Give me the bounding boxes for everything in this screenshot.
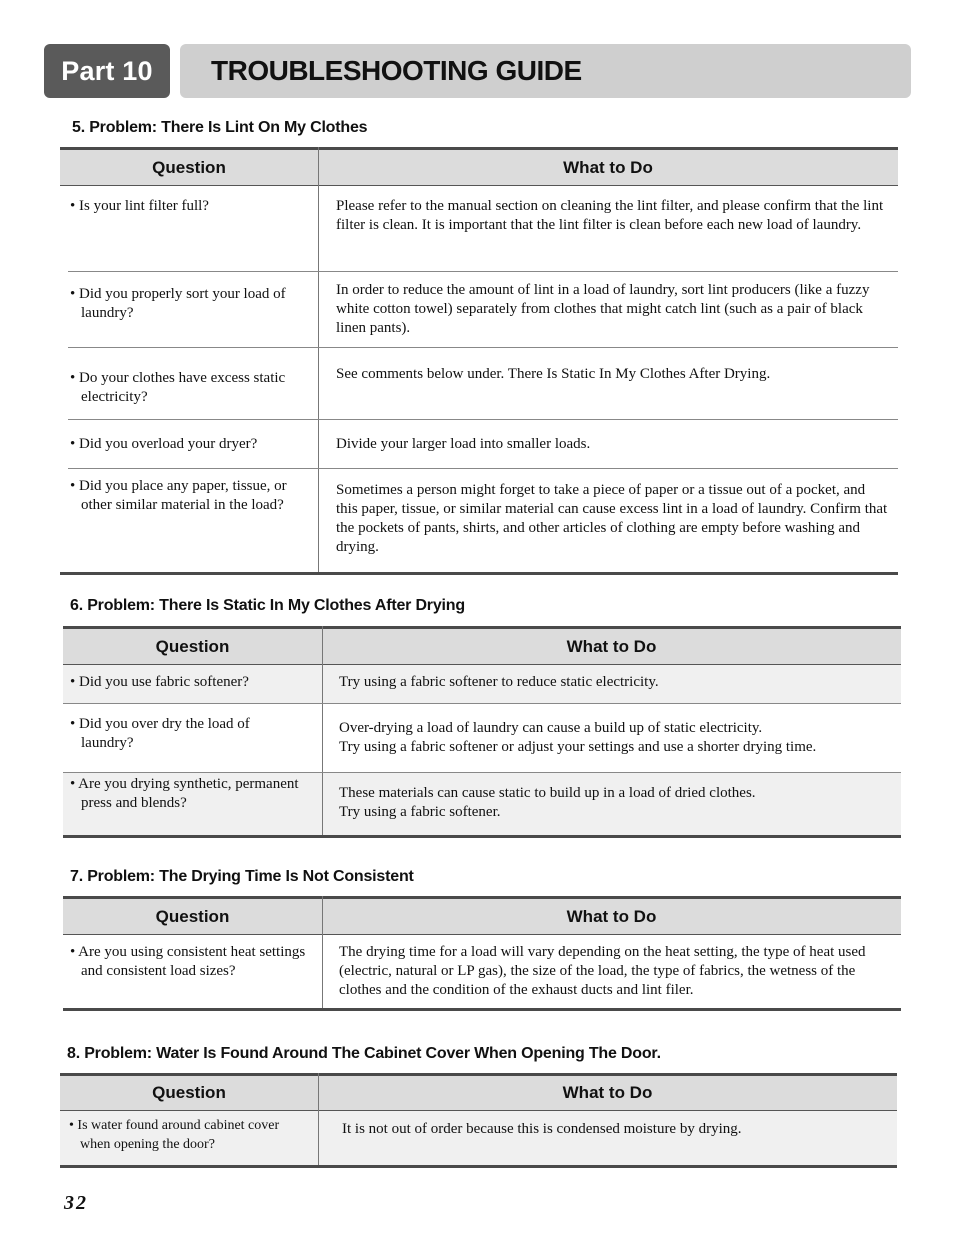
column-header-question: Question (155, 906, 230, 926)
table-row-answer: Over-drying a load of laundry can cause a build up of static electricity. Try using a fabric softener or adjust your settings and use a shorter drying time. (339, 720, 817, 755)
table-row-answer: The drying time for a load will vary depending on the heat setting, the type of heat used (electric, natural or LP gas), the size of the load, the type of fabrics, the wetness of the clothes and the condition of the exhaust ducts and lint filer. (339, 944, 866, 998)
page-title: TROUBLESHOOTING GUIDE (180, 44, 911, 98)
section-7-table (63, 896, 901, 1011)
table-row-question: • Is your lint filter full? (70, 198, 209, 214)
table-row-question: • Did you properly sort your load of laundry? (70, 286, 286, 321)
section-8-title: 8. Problem: Water Is Found Around The Cabinet Cover When Opening The Door. (67, 1045, 661, 1062)
table-row-answer: Please refer to the manual section on cleaning the lint filter, and please confirm that the lint filter is clean. It is important that the lint filter is clean before each new load of laundry. (336, 198, 884, 233)
table-row-answer: In order to reduce the amount of lint in a load of laundry, sort lint producers (like a fuzzy white cotton towel) separately from clothes that might catch lint (such as a pair of black linen pants). (336, 282, 870, 336)
column-header-question: Question (152, 1083, 226, 1102)
column-header-what-to-do: What to Do (563, 157, 653, 177)
column-header-question: Question (155, 636, 230, 656)
table-header (63, 626, 901, 665)
section-6-title: 6. Problem: There Is Static In My Clothes After Drying (70, 597, 465, 614)
table-header (63, 896, 901, 935)
table-row-question: • Did you over dry the load of laundry? (70, 716, 250, 751)
table-row-question: • Are you drying synthetic, permanent press and blends? (70, 776, 299, 811)
table-row-answer: These materials can cause static to build up in a load of dried clothes. Try using a fabric softener. (339, 785, 756, 820)
table-row-question: • Did you place any paper, tissue, or other similar material in the load? (70, 478, 287, 513)
table-row-answer: It is not out of order because this is condensed moisture by drying. (342, 1121, 742, 1137)
section-7-title: 7. Problem: The Drying Time Is Not Consistent (70, 868, 414, 885)
column-header-question: Question (152, 157, 226, 177)
section-5-title: 5. Problem: There Is Lint On My Clothes (72, 119, 368, 136)
part-label: Part 10 (44, 44, 170, 98)
page-number: 32 (64, 1192, 88, 1214)
table-row-question: • Did you use fabric softener? (70, 674, 249, 690)
section-5-table (60, 147, 898, 575)
column-header-what-to-do: What to Do (566, 636, 657, 656)
section-6-table (63, 626, 901, 838)
column-header-what-to-do: What to Do (566, 906, 657, 926)
table-row-answer: Try using a fabric softener to reduce static electricity. (339, 674, 659, 690)
table-header (60, 147, 898, 186)
section-8-table (60, 1073, 897, 1168)
table-header (60, 1073, 897, 1111)
table-row-answer: See comments below under. There Is Static In My Clothes After Drying. (336, 366, 771, 382)
table-row-question: • Is water found around cabinet cover when opening the door? (69, 1118, 280, 1152)
table-row-question: • Do your clothes have excess static electricity? (70, 370, 286, 405)
table-row-answer: Divide your larger load into smaller loads. (336, 436, 591, 452)
table-row-question: • Are you using consistent heat settings and consistent load sizes? (70, 944, 306, 979)
column-header-what-to-do: What to Do (562, 1083, 653, 1102)
table-row-question: • Did you overload your dryer? (70, 436, 258, 452)
table-row-answer: Sometimes a person might forget to take a piece of paper or a tissue out of a pocket, and this paper, tissue, or similar material can cause excess lint in a load of laundry. Confirm that the pockets of pants, shirts, and other articles of clothing are empty before washing and drying. (336, 482, 888, 555)
